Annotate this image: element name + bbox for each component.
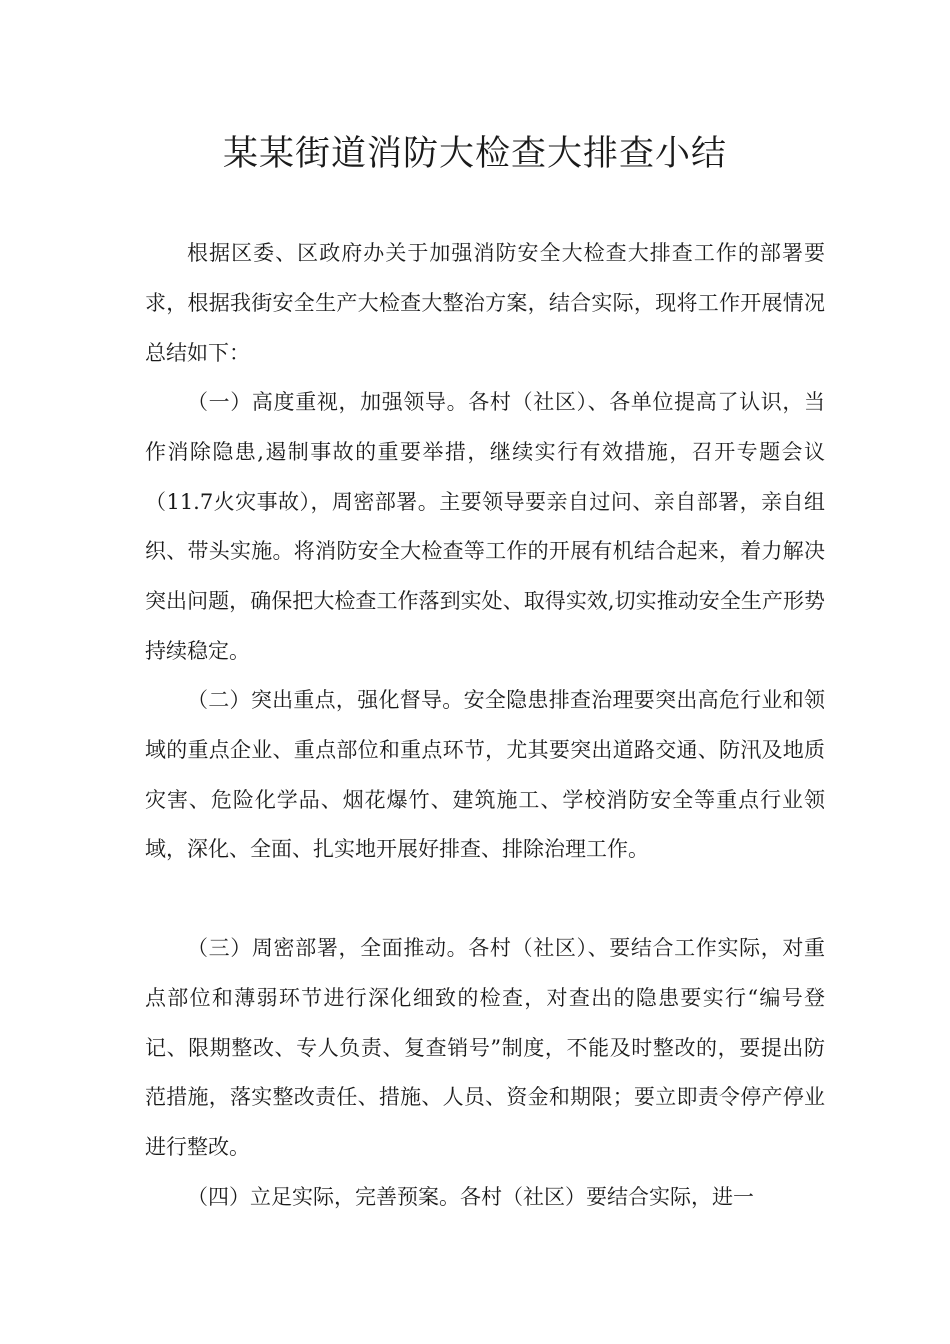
paragraph-section-3: （三）周密部署，全面推动。各村（社区）、要结合工作实际，对重点部位和薄弱环节进行深化细致的检查，对查出的隐患要实行“编号登记、限期整改、专人负责、复查销号”制度，不能及时整改的，要提出防范措施，落实整改责任、措施、人员、资金和期限；要立即责令停产停业进行整改。 bbox=[145, 936, 825, 1160]
paragraph-section-4: （四）立足实际，完善预案。各村（社区）要结合实际，进一 bbox=[187, 1185, 754, 1209]
document-title: 某某街道消防大检查大排查小结 bbox=[222, 134, 727, 174]
paragraph-section-2: （二）突出重点，强化督导。安全隐患排查治理要突出高危行业和领域的重点企业、重点部位和重点环节，尤其要突出道路交通、防汛及地质灾害、危险化学品、烟花爆竹、建筑施工、学校消防安全等重点行业领域，深化、全面、扎实地开展好排查、排除治理工作。 bbox=[145, 688, 825, 862]
paragraph-section-1: （一）高度重视，加强领导。各村（社区）、各单位提高了认识，当作消除隐患,遏制事故的重要举措，继续实行有效措施，召开专题会议（11.7火灾事故），周密部署。主要领导要亲自过问、亲自部署，亲自组织、带头实施。将消防安全大检查等工作的开展有机结合起来，着力解决突出问题，确保把大检查工作落到实处、取得实效,切实推动安全生产形势持续稳定。 bbox=[145, 390, 825, 663]
paragraph-intro: 根据区委、区政府办关于加强消防安全大检查大排查工作的部署要求，根据我街安全生产大检查大整治方案，结合实际，现将工作开展情况总结如下： bbox=[145, 241, 825, 365]
